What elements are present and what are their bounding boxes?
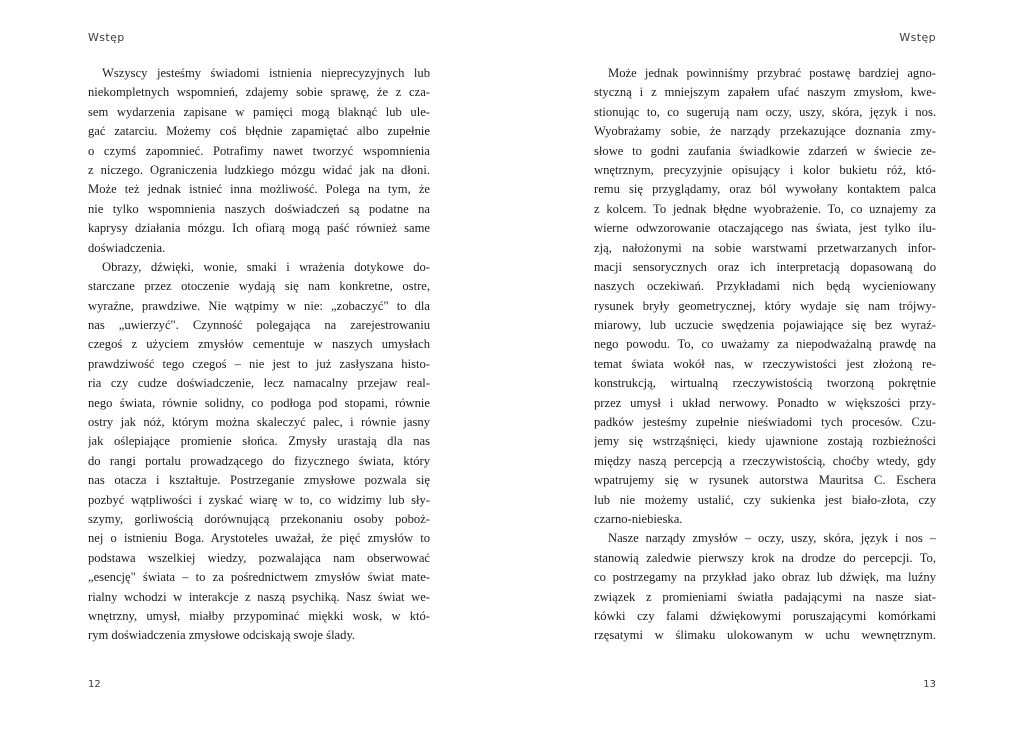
text-line: kaprysy działania mózgu. Ich ofiarą mogą paść również same <box>88 221 430 236</box>
text-line: stanowią zaledwie pierwszy krok na drodze do percepcji. To, <box>594 550 936 565</box>
page-number: 12 <box>88 679 101 690</box>
body-text <box>594 64 936 646</box>
text-line: zją, nałożonymi na sobie warstwami przetwarzanych infor- <box>594 240 936 255</box>
right-page <box>512 0 1024 749</box>
text-line: doświadczenia. <box>88 240 166 255</box>
text-line: Może jednak powinniśmy przybrać postawę bardziej agno- <box>608 66 936 80</box>
text-line: czegoś z użyciem zmysłów cementuje w naszych umysłach <box>88 337 430 352</box>
text-line: Obrazy, dźwięki, wonie, smaki i wrażenia dotykowe do- <box>102 259 430 274</box>
text-line: stionując to, co sugerują nam oczy, uszy, skóra, język i nos. <box>594 104 936 119</box>
text-line: z niczego. Ograniczenia ludzkiego mózgu widać jak na dłoni. <box>88 162 430 177</box>
text-line: prawdziwość tego czegoś – nie jest to już zasłyszana histo- <box>88 356 430 371</box>
text-line: nas otacza i kształtuje. Postrzeganie zmysłowe pozwala się <box>88 473 430 488</box>
paragraph <box>594 64 936 529</box>
text-line: związek z promieniami światła padającymi na nasze siat- <box>594 589 936 604</box>
text-line: remu się przyglądamy, oraz ból wywołany kontaktem palca <box>594 182 936 197</box>
text-line: czarno-niebieska. <box>594 511 683 526</box>
paragraph <box>594 529 936 645</box>
text-line: Może też jednak istnieć inna możliwość. Polega na tym, że <box>88 182 430 197</box>
text-line: o czymś zapomnieć. Potrafimy nawet tworzyć wspomnienia <box>88 143 430 158</box>
text-line: konstrukcją, wirtualną rzeczywistością tworzoną pokrętnie <box>594 376 936 391</box>
text-line: Nasze narządy zmysłów – oczy, uszy, skóra, język i nos – <box>608 531 936 546</box>
text-line: nej o istnieniu Boga. Arystoteles uważał, że pięć zmysłów to <box>88 531 430 546</box>
running-head: Wstęp <box>899 31 936 44</box>
text-line: temat świata wokół nas, w rzeczywistości jest złożoną re- <box>594 356 936 371</box>
text-line: macji sensorycznych oraz ich interpretacją dopasowaną do <box>594 259 936 274</box>
text-line: rialny wchodzi w interakcje z naszą psychiką. Nasz świat we- <box>88 589 430 604</box>
text-line: rysunek bryły geometrycznej, który wydaje się nam trójwy- <box>594 298 936 313</box>
text-line: Wyobrażamy sobie, że narządy przekazujące doznania zmy- <box>594 124 936 139</box>
text-line: styczną i z mniejszym zapałem ufać naszym zmysłom, kwe- <box>594 85 936 100</box>
text-line: rym doświadczenia zmysłowe odciskają swoje ślady. <box>88 628 356 643</box>
text-line: podstawa wszelkiej wiedzy, pozwalająca nam obserwować <box>88 550 430 565</box>
text-line: wpatrujemy się w rysunek autorstwa Mauritsa C. Eschera <box>594 473 936 488</box>
text-line: nego świata, równie solidny, co podłoga pod stopami, równie <box>88 395 430 410</box>
text-line: Wszyscy jesteśmy świadomi istnienia nieprecyzyjnych lub <box>102 66 430 80</box>
text-line: gać zatarciu. Możemy coś błędnie zapamiętać albo zupełnie <box>88 124 430 139</box>
text-line: co postrzegamy na przykład jako obraz lub dźwięk, ma luźny <box>594 570 936 585</box>
text-line: sem wydarzenia zapisane w pamięci mogą blaknąć lub ule- <box>88 104 430 119</box>
text-line: naszych oczekiwań. Przykładami nich będą wycieniowany <box>594 279 936 294</box>
text-line: słowe to godni zaufania świadkowie zdarzeń w świecie ze- <box>594 143 936 158</box>
running-head: Wstęp <box>88 31 125 44</box>
text-line: między naszą percepcją a rzeczywistością, choćby wtedy, gdy <box>594 453 936 468</box>
text-line: wnętrzny, umysł, miałby przypominać miękki wosk, w któ- <box>88 608 430 623</box>
text-line: ria czy cudze doświadczenie, lecz namacalny przejaw real- <box>88 376 430 391</box>
text-line: starczane przez otoczenie wydają się nam konkretne, ostre, <box>88 279 430 294</box>
text-line: jemy się wstrząśnięci, kiedy ujawnione zostają rozbieżności <box>594 434 936 449</box>
text-line: jak oślepiające promienie słońca. Zmysły urastają dla nas <box>88 434 430 449</box>
text-line: padków jesteśmy zupełnie nieświadomi tych procesów. Czu- <box>594 415 936 430</box>
text-line: nego powodu. To, co uważamy za niepodważalną prawdę na <box>594 337 936 352</box>
text-line: wnętrznym, precyzyjnie opisujący i kolor bukietu róż, któ- <box>594 162 936 177</box>
text-line: kówki czy falami dźwiękowymi poruszającymi komórkami <box>594 608 936 623</box>
text-line: szymy, gorliwością dorównującą przekonaniu osoby poboż- <box>88 511 430 526</box>
text-line: nie tylko wspomnienia naszych doświadczeń są podatne na <box>88 201 430 216</box>
text-line: do rangi portalu prowadzącego do fizycznego świata, który <box>88 453 430 468</box>
text-line: rzęsatymi w ślimaku ulokowanym w uchu wewnętrznym. <box>594 628 936 643</box>
text-line: nas „uwierzyć". Czynność polegająca na zarejestrowaniu <box>88 318 430 333</box>
page-number: 13 <box>923 679 936 690</box>
text-line: „esencję" świata – to za pośrednictwem zmysłów świat mate- <box>88 570 430 585</box>
paragraph <box>88 258 430 646</box>
text-line: pozbyć wątpliwości i zyskać wiarę w to, co widzimy lub sły- <box>88 492 430 507</box>
text-line: niekompletnych wspomnień, zdajemy sobie sprawę, że z cza- <box>88 85 430 100</box>
text-line: wierne odwzorowanie otaczającego nas świata, jest tylko ilu- <box>594 221 936 236</box>
text-line: miarowy, lub uczucie swędzenia pojawiające się bez wyraź- <box>594 318 936 333</box>
body-text <box>88 64 430 646</box>
text-line: przez umysł i układ nerwowy. Ponadto w większości przy- <box>594 395 936 410</box>
text-line: wyraźne, prawdziwe. Nie wątpimy w nie: „zobaczyć" to dla <box>88 298 430 313</box>
text-line: ostry jak nóż, którym można skaleczyć palec, i równie jasny <box>88 415 430 430</box>
paragraph <box>88 64 430 258</box>
text-line: lub nie możemy ustalić, czy sukienka jest biało-złota, czy <box>594 492 936 507</box>
text-line: z kolcem. To jednak błędne wyobrażenie. To, co uznajemy za <box>594 201 936 216</box>
